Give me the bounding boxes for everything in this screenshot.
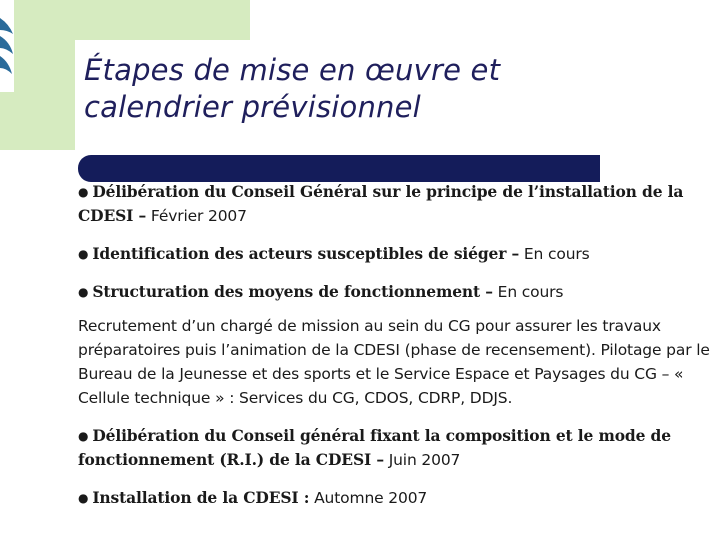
title-line-2: calendrier prévisionnel bbox=[84, 90, 421, 124]
list-item bbox=[78, 280, 718, 304]
list-item-label: Structuration des moyens de fonctionnement – bbox=[92, 282, 493, 301]
page-title bbox=[84, 52, 684, 126]
list-item-status: Juin 2007 bbox=[383, 451, 461, 469]
list-item-label: Installation de la CDESI : bbox=[92, 488, 310, 507]
list-item bbox=[78, 242, 718, 266]
list-item bbox=[78, 180, 718, 228]
organization-logo-icon bbox=[0, 0, 14, 92]
bullet-icon: ● bbox=[78, 429, 89, 443]
bullet-icon: ● bbox=[78, 185, 89, 199]
title-line-1: Étapes de mise en œuvre et bbox=[84, 53, 501, 87]
list-item-status: Automne 2007 bbox=[309, 489, 428, 507]
list-item-label: Délibération du Conseil Général sur le principe de l’installation de la CDESI – bbox=[78, 182, 684, 225]
list-item-status: Février 2007 bbox=[146, 207, 247, 225]
bullet-icon: ● bbox=[78, 247, 89, 261]
list-item-status: En cours bbox=[519, 245, 590, 263]
list-item-status: En cours bbox=[492, 283, 564, 301]
bullet-icon: ● bbox=[78, 491, 89, 505]
list-item bbox=[78, 486, 718, 510]
description-paragraph: Recrutement d’un chargé de mission au sein du CG pour assurer les travaux préparatoires puis l’animation de la CDESI (phase de recensement). Pilotage par le Bureau de la Jeunesse et des sports et le Service Espace et Paysages du CG – « Cellule technique » : Services du CG, CDOS, CDRP, DDJS. bbox=[78, 317, 710, 407]
slide-content bbox=[78, 180, 718, 510]
list-item-label: Délibération du Conseil général fixant la composition et le mode de fonctionnement (R.I.) de la CDESI – bbox=[78, 426, 671, 469]
list-item-label: Identification des acteurs susceptibles de siéger – bbox=[92, 244, 520, 263]
title-underline-bar bbox=[78, 155, 600, 182]
bullet-icon: ● bbox=[78, 285, 89, 299]
list-item bbox=[78, 424, 718, 472]
